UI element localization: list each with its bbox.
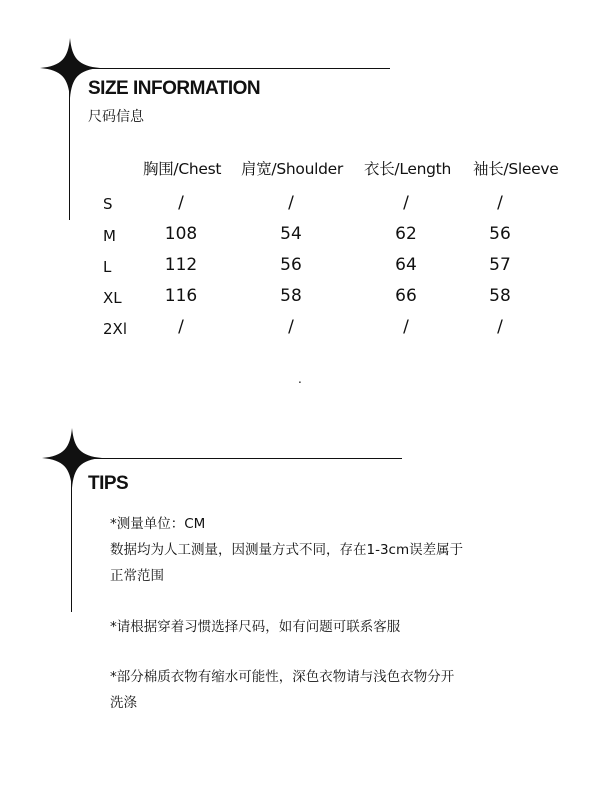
table-cell: 116 bbox=[164, 286, 198, 306]
table-cell: 56 bbox=[489, 224, 511, 244]
section-vertical-line bbox=[69, 70, 70, 220]
table-cell: 66 bbox=[395, 286, 417, 306]
table-cell: 56 bbox=[280, 255, 302, 275]
size-info-subtitle: 尺码信息 bbox=[88, 109, 144, 125]
table-cell: / bbox=[178, 193, 184, 213]
table-cell: 58 bbox=[280, 286, 302, 306]
table-cell: 57 bbox=[489, 255, 511, 275]
row-size-label: L bbox=[103, 258, 112, 276]
table-cell: / bbox=[288, 193, 294, 213]
column-header-sleeve: 袖长/Sleeve bbox=[473, 160, 559, 178]
table-cell: / bbox=[403, 193, 409, 213]
section-divider-line bbox=[72, 458, 402, 459]
table-cell: 64 bbox=[395, 255, 417, 275]
table-cell: 54 bbox=[280, 224, 302, 244]
tip-line: *部分棉质衣物有缩水可能性，深色衣物请与浅色衣物分开 bbox=[110, 669, 455, 685]
table-cell: 62 bbox=[395, 224, 417, 244]
section-vertical-line bbox=[71, 460, 72, 612]
section-divider-line bbox=[70, 68, 390, 69]
size-info-title: SIZE INFORMATION bbox=[88, 78, 261, 99]
table-cell: 108 bbox=[164, 224, 198, 244]
table-cell: 58 bbox=[489, 286, 511, 306]
table-cell: / bbox=[403, 317, 409, 337]
row-size-label: 2Xl bbox=[103, 320, 127, 338]
table-cell: / bbox=[497, 317, 503, 337]
column-header-chest: 胸围/Chest bbox=[143, 160, 222, 178]
column-header-shoulder: 肩宽/Shoulder bbox=[241, 160, 343, 178]
table-cell: / bbox=[178, 317, 184, 337]
row-size-label: XL bbox=[103, 289, 122, 307]
row-size-label: S bbox=[103, 195, 113, 213]
separator-dot: . bbox=[298, 372, 302, 386]
tip-line: *测量单位：CM bbox=[110, 516, 206, 532]
table-cell: / bbox=[497, 193, 503, 213]
tip-line: 正常范围 bbox=[110, 568, 164, 584]
tip-line: 数据均为人工测量，因测量方式不同，存在1-3cm误差属于 bbox=[110, 542, 464, 558]
row-size-label: M bbox=[103, 227, 116, 245]
table-cell: 112 bbox=[164, 255, 198, 275]
tip-line: *请根据穿着习惯选择尺码，如有问题可联系客服 bbox=[110, 619, 401, 635]
column-header-length: 衣长/Length bbox=[364, 160, 451, 178]
tip-line: 洗涤 bbox=[110, 695, 137, 711]
table-cell: / bbox=[288, 317, 294, 337]
tips-title: TIPS bbox=[88, 473, 129, 494]
